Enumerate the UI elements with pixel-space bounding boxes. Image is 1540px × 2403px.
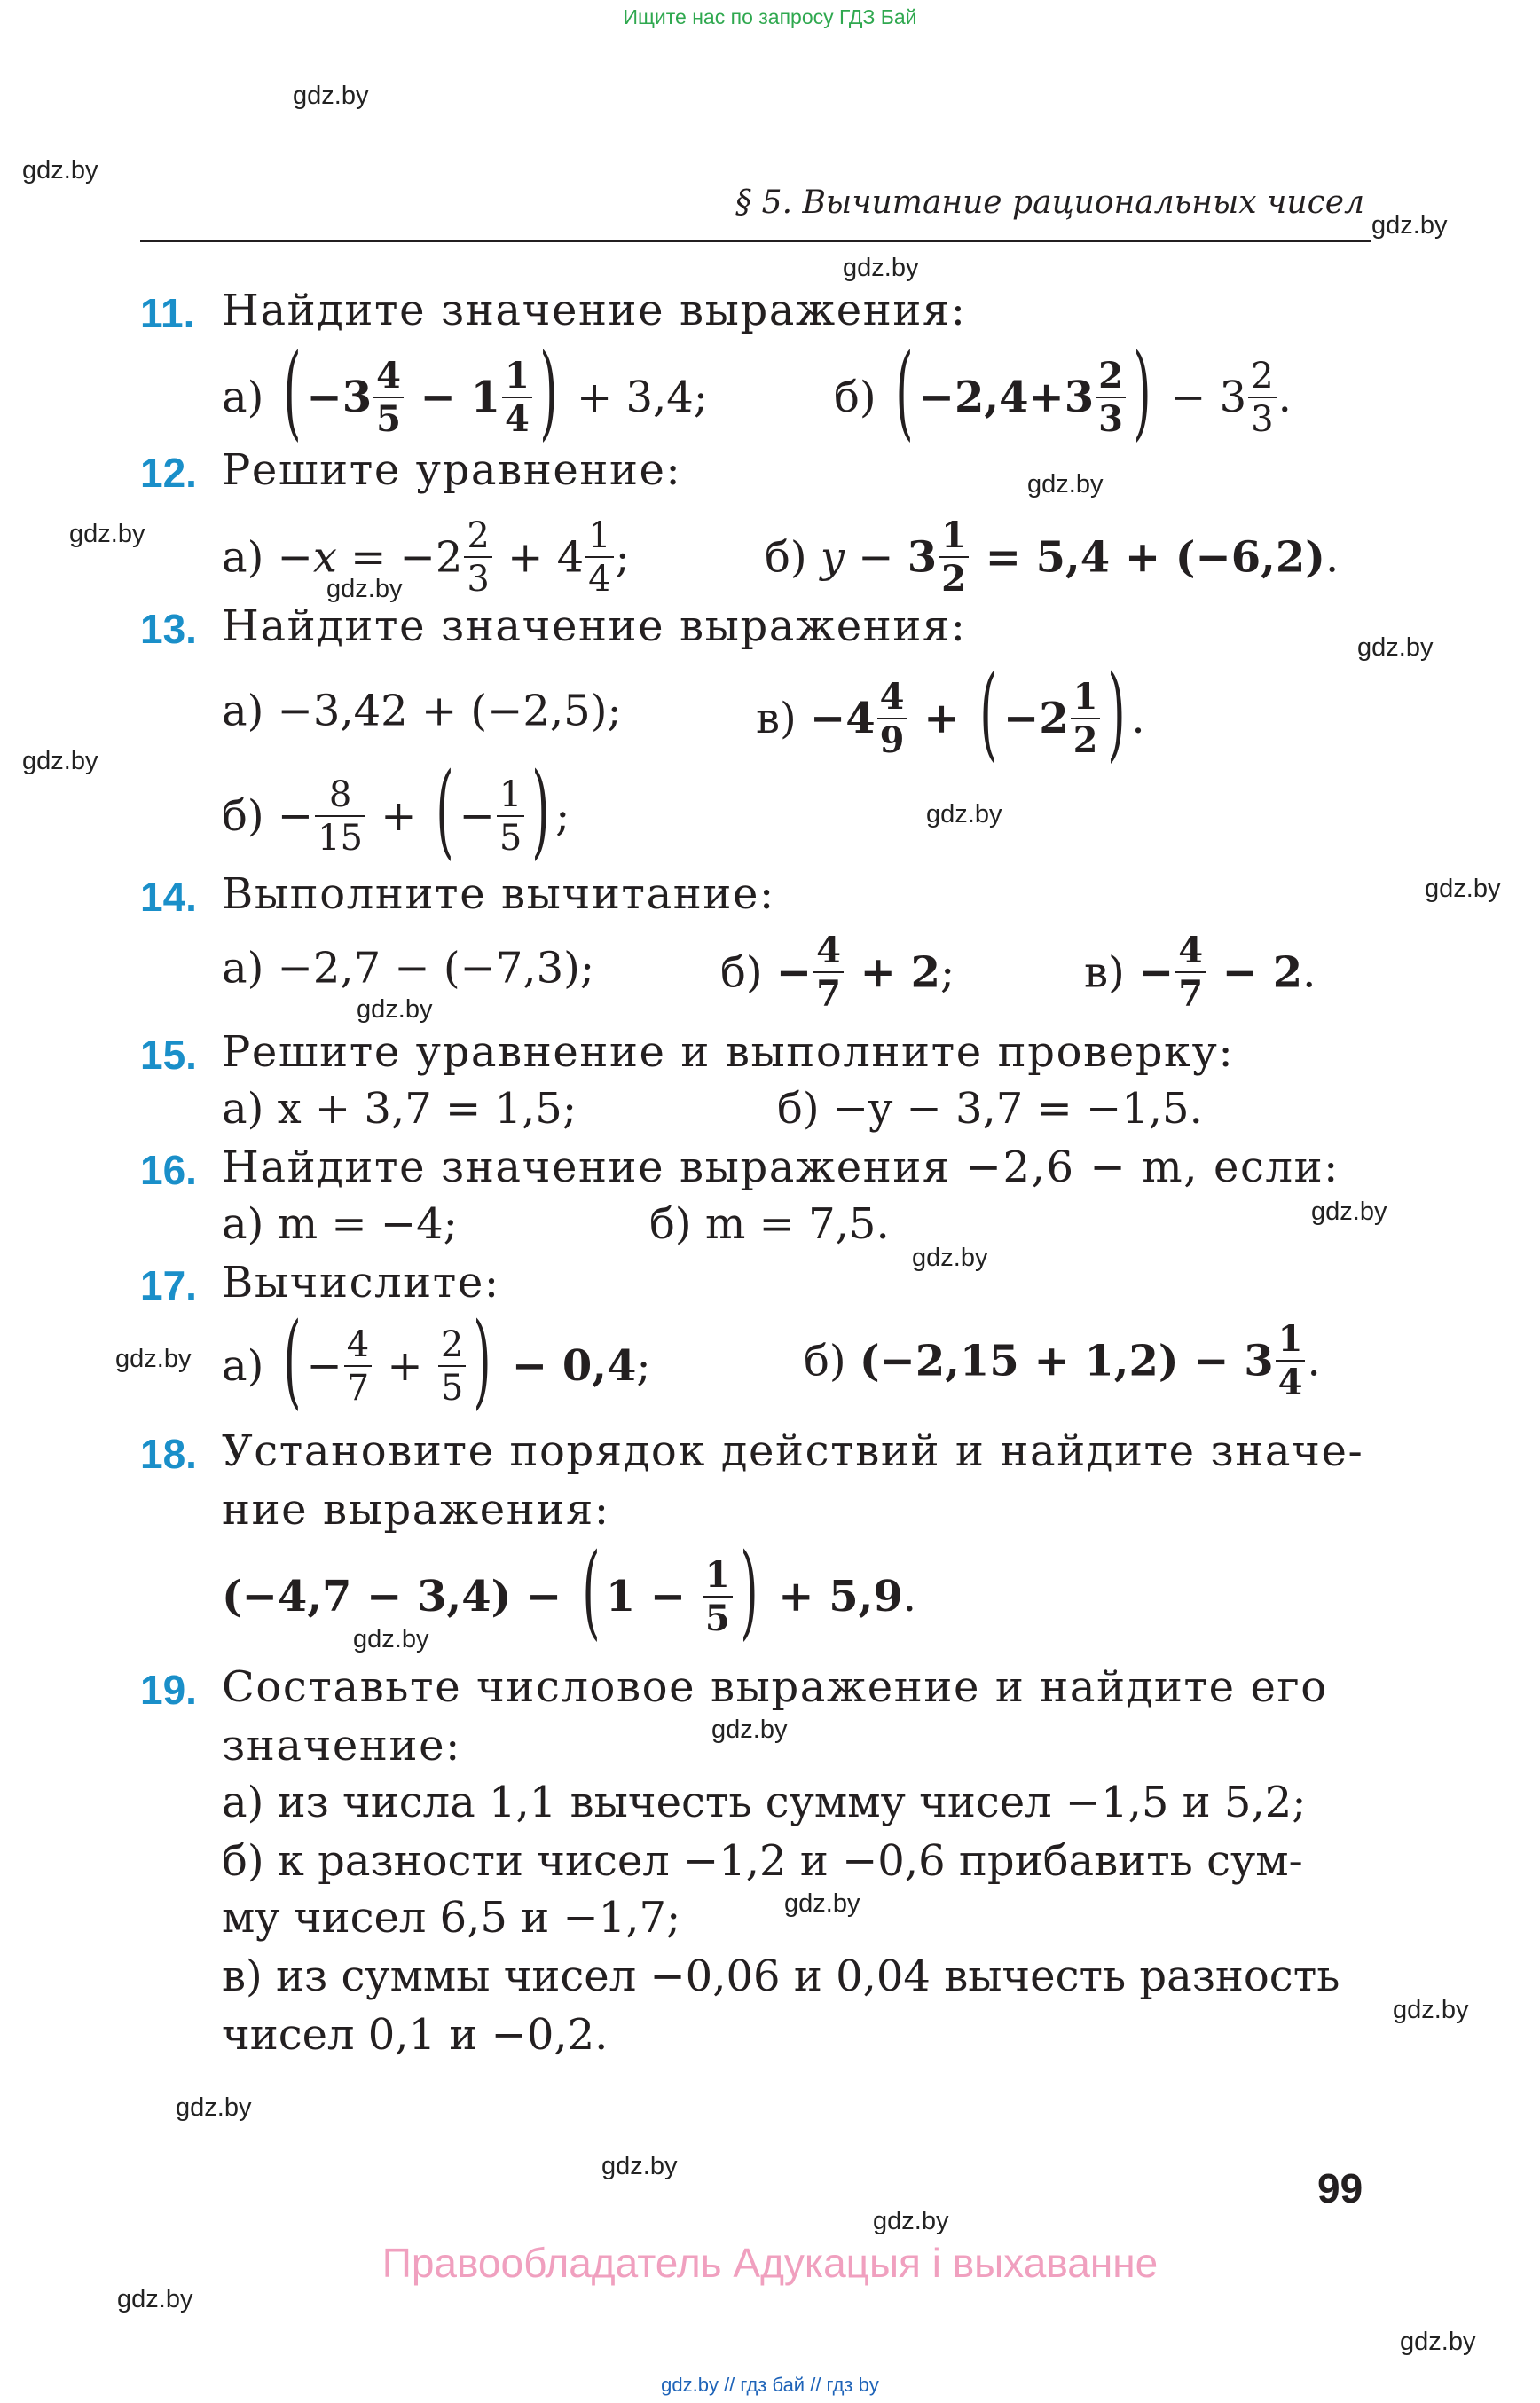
problem-text: Составьте числовое выражение и найдите его — [222, 1662, 1328, 1712]
watermark: gdz.by — [22, 747, 98, 775]
problem-text: Выполните вычитание: — [222, 869, 775, 919]
watermark: gdz.by — [873, 2207, 949, 2235]
problem-text-continued: ние выражения: — [222, 1485, 610, 1535]
math-line: б) − $\frac{4}{7}$ + 2; — [720, 930, 955, 1015]
text-line: му чисел 6,5 и −1,7; — [222, 1893, 681, 1943]
watermark: gdz.by — [293, 82, 369, 110]
watermark: gdz.by — [326, 575, 403, 603]
problem-number: 11. — [140, 290, 195, 336]
math-line: а) −3,42 + (−2,5); — [222, 686, 622, 736]
math-line: б) ( −2,4+3 $\frac{2}{3}$ ) − 3 $\frac{2}{3}$ . — [834, 333, 1292, 452]
problem-number: 18. — [140, 1431, 197, 1477]
watermark: gdz.by — [843, 254, 919, 282]
problem-text: Найдите значение выражения: — [222, 286, 967, 335]
problem-text: Найдите значение выражения: — [222, 601, 967, 651]
text-line: в) из суммы чисел −0,06 и 0,04 вычесть разность — [222, 1951, 1340, 2001]
top-banner: Ищите нас по запросу ГДЗ Бай — [623, 5, 917, 28]
watermark: gdz.by — [22, 156, 98, 185]
watermark: gdz.by — [117, 2285, 193, 2313]
copyright-owner: Правообладатель Адукацыя і выхаванне — [381, 2240, 1159, 2286]
watermark: gdz.by — [912, 1244, 988, 1272]
watermark: gdz.by — [711, 1716, 788, 1744]
problem-text: Найдите значение выражения −2,6 − m, если: — [222, 1143, 1340, 1192]
math-line: а) −x = −2 $\frac{2}{3}$ + 4 $\frac{1}{4}$ ; — [222, 515, 630, 600]
math-line: в) −4 $\frac{4}{9}$ + ( −2 $\frac{1}{2}$ ) . — [756, 654, 1145, 773]
watermark: gdz.by — [1357, 633, 1434, 662]
math-line: б) (−2,15 + 1,2) − 3 $\frac{1}{4}$ . — [804, 1318, 1321, 1403]
math-line: а) ( − $\frac{4}{7}$ + $\frac{2}{5}$ ) − 0,4; — [222, 1301, 651, 1420]
watermark: gdz.by — [926, 800, 1002, 828]
watermark: gdz.by — [1393, 1996, 1469, 2024]
watermark: gdz.by — [1027, 470, 1104, 499]
math-line: а) −2,7 − (−7,3); — [222, 943, 595, 993]
problem-text: Решите уравнение и выполните проверку: — [222, 1027, 1235, 1077]
math-line: (−4,7 − 3,4) − ( 1 − $\frac{1}{5}$ ) + 5,9. — [222, 1532, 916, 1651]
problem-text: Вычислите: — [222, 1258, 500, 1308]
watermark: gdz.by — [1425, 875, 1501, 903]
problem-number: 13. — [140, 606, 197, 652]
problem-number: 17. — [140, 1262, 197, 1308]
math-line: в) − $\frac{4}{7}$ − 2. — [1084, 930, 1316, 1015]
math-line: б) −y − 3,7 = −1,5. — [777, 1084, 1203, 1134]
watermark: gdz.by — [69, 520, 145, 548]
text-line: а) из числа 1,1 вычесть сумму чисел −1,5 и 5,2; — [222, 1778, 1307, 1827]
problem-text: Решите уравнение: — [222, 445, 682, 495]
problem-number: 12. — [140, 450, 197, 496]
header-rule — [140, 240, 1371, 242]
watermark: gdz.by — [784, 1889, 860, 1918]
problem-text-continued: значение: — [222, 1721, 461, 1771]
text-line: чисел 0,1 и −0,2. — [222, 2010, 609, 2060]
watermark: gdz.by — [1311, 1198, 1387, 1226]
watermark: gdz.by — [601, 2152, 678, 2180]
watermark: gdz.by — [1400, 2328, 1476, 2356]
problem-number: 19. — [140, 1667, 197, 1713]
page-number: 99 — [1317, 2165, 1363, 2211]
page-header: § 5. Вычитание рациональных чисел — [735, 185, 1364, 221]
problem-number: 14. — [140, 874, 197, 920]
footer-links[interactable]: gdz.by // гдз бай // гдз by — [661, 2374, 879, 2396]
watermark: gdz.by — [357, 995, 433, 1024]
watermark: gdz.by — [1371, 211, 1448, 240]
problem-number: 15. — [140, 1032, 197, 1078]
watermark: gdz.by — [353, 1625, 429, 1653]
math-line: а) x + 3,7 = 1,5; — [222, 1084, 577, 1134]
watermark: gdz.by — [176, 2093, 252, 2122]
math-line: б) − $\frac{8}{15}$ + ( − $\frac{1}{5}$ ) ; — [222, 751, 570, 870]
math-line: а) m = −4; — [222, 1199, 458, 1249]
problem-number: 16. — [140, 1147, 197, 1193]
math-line: а) ( −3 $\frac{4}{5}$ − 1 $\frac{1}{4}$ ) + 3,4; — [222, 333, 708, 452]
problem-text: Установите порядок действий и найдите значе- — [222, 1426, 1364, 1476]
math-line: б) m = 7,5. — [649, 1199, 890, 1249]
text-line: б) к разности чисел −1,2 и −0,6 прибавить сум- — [222, 1836, 1303, 1886]
math-line: б) y − 3 $\frac{1}{2}$ = 5,4 + (−6,2). — [765, 514, 1340, 600]
watermark: gdz.by — [115, 1345, 192, 1373]
